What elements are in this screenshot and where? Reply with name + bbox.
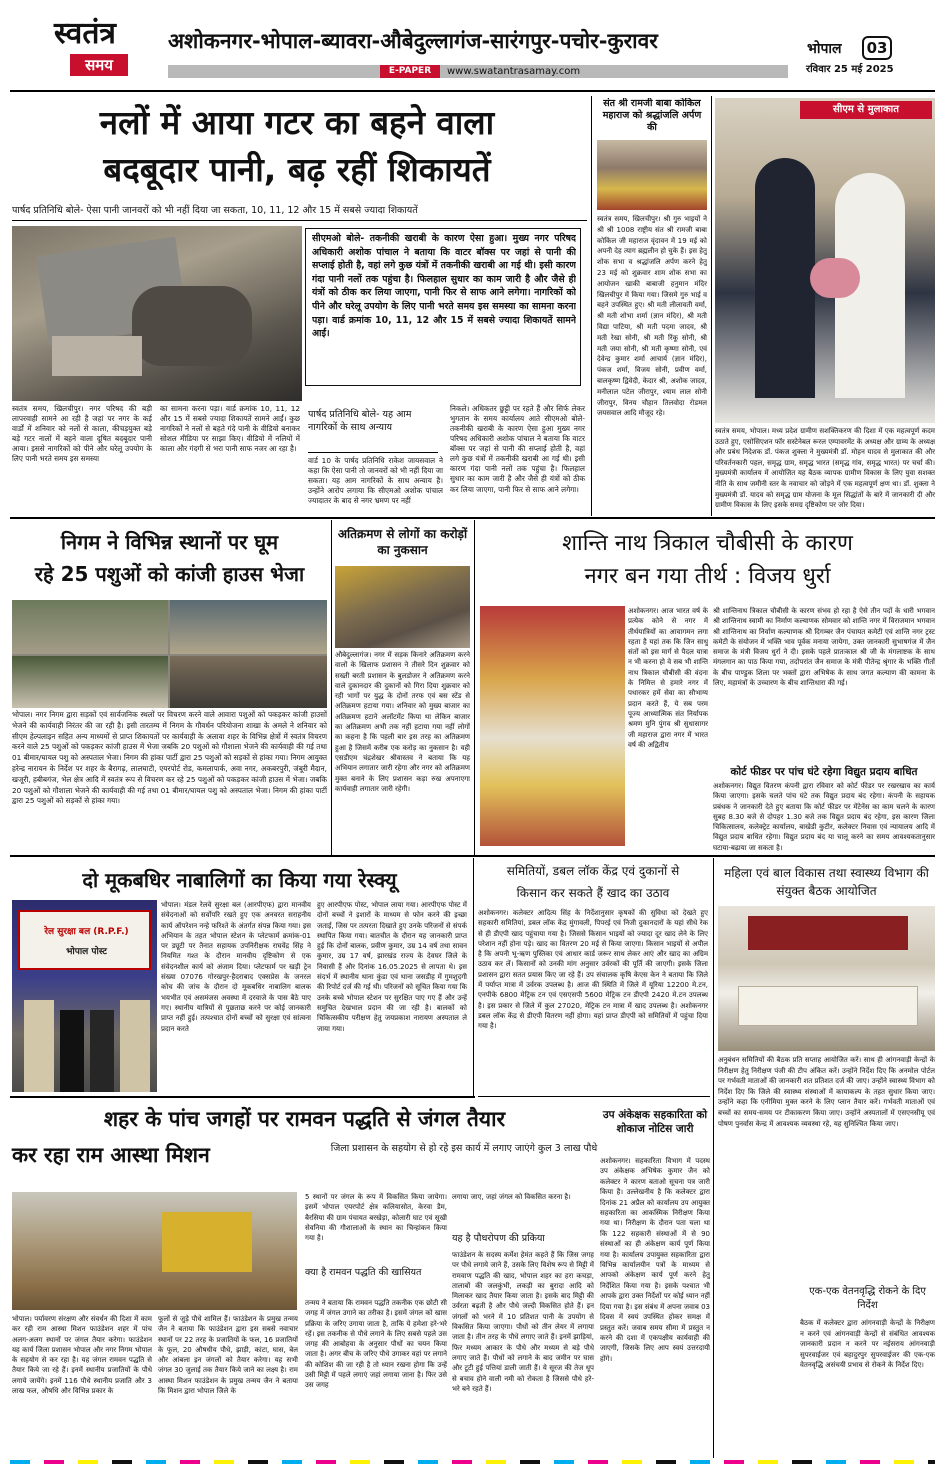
website-link[interactable]: www.swatantrasamay.com [447, 66, 581, 77]
rescue-col2: हुए आरपीएफ पोस्ट, भोपाल लाया गया। आरपीएफ पोस्ट में दोनों बच्चों ने इशारों के माध्यम से फोन करने की इच्छा जताई, जिस पर तत्परता दिखाते हुए उनके परिजनों से संपर्क स्थापित किया गया। बातचीत के दौरान यह जानकारी प्राप्त हुई कि दोनों बालक, प्रवीण कुमार, उम्र 14 वर्ष तथा सावन कुमार, उम्र 17 वर्ष, झारखंड राज्य के देवघर जिले के निवासी हैं और दिनांक 16.05.2025 से लापता थे। इस संदर्भ में स्थानीय थाना कुंडा एवं थाना जसडीह में गुमशुदगी की रिपोर्ट दर्ज की गई थी। परिजनों को सूचित किया गया कि उनके बच्चे भोपाल स्टेशन पर सुरक्षित पाए गए हैं और उन्हें समुचित देखभाल प्रदान की जा रही है। बालकों को चिकित्सकीय परीक्षण हेतु जयप्रकाश नारायण अस्पताल ले जाया गया। [317, 901, 467, 1033]
fert-body: अशोकनगर। कलेक्टर आदित्य सिंह के निर्देशानुसार कृषकों की सुविधा को देखते हुए सहकारी समितियां, डबल लॉक केंद्र मुंगावली, पिपरई एवं निजी दुकानदारों के यहां सीधे रेक से ही डीएपी खाद पहुंचाया गया है। जिससे किसान भाइयों को ज्यादा दूर खाद लेने के लिए परेशान नहीं होना पड़े। खाद का वितरण 20 मई से किया जाएगा। किसान भाइयों से अपील है कि अपनी भू-ऋण पुस्तिका एवं आधार कार्ड जरूर साथ लेकर आएं और खाद का अग्रिम उठाव कर लें। किसानों को उनकी मांग अनुसार उर्वरकों की पूर्ति की जाएगी। इसके जिला प्रशासन द्वारा सतत प्रयास किए जा रहे हैं। उप संचालक कृषि केएस केन ने बताया कि जिले में पर्याप्त मात्रा में उर्वरक उपलब्ध है। आज की स्थिति में जिले में यूरिया 12200 मे.टन, एनपीके 6800 मेट्रिक टन एवं एसएसपी 5600 मेट्रिक टन डीएपी 2420 मे.टन उपलब्ध है। इस प्रकार से जिले में कुल 27020, मेट्रिक टन मात्रा में खाद उपलब्ध है। अशोकनगर डबल लॉक केंद्र से डीएपी वितरण नहीं होगा। यहां प्राप्त डीएपी को समितियों में पहुंचा दिया गया है। [478, 909, 708, 1031]
ramji-body: स्वतंत्र समय, खिलचीपुर। श्री गुरु भाइयों ने श्री श्री 1008 राष्ट्रीय संत श्री रामजी बाबा कोकिल जी महाराज वृंदावन में 19 मई को अपनी देह त्याग ब्रह्मलीन हो चुके हैं। इस हेतु शोक सभा व श्रद्धांजलि अर्पण करने हेतु 23 मई को शुक्रवार शाम शोक सभा का आयोजन खाकी बाबाजी हनुमान मंदिर खिलचीपुर में किया गया। जिसमे गुरु भाई व बहने उपस्थित हुए। श्री मती लीलावती वर्मा, श्री मती शोभा शर्मा (ज्ञान मंदिर), श्री मती विद्या पाटिया, श्री मती पदमा जादव, श्री मती रेखा सोनी, श्री मती रिंकू सोनी, श्री मती जया सोनी, श्री मती कृष्णा सोनी, एवं देवेन्द्र कुमार शर्मा आचार्य (ज्ञान मंदिर), पंकज शर्मा, विजय सोनी, प्रवीण वर्मा, बालकृष्ण द्विवेदी, केदार श्री, अशोक जादव, मनीलाल पटेल जीरापुर, श्याम लाल सोनी जीरापुर, विनय चौहान तिलवोदा रोडमल जयसवाल आदि मौजूद रहे। [597, 215, 707, 418]
ramji-photo [597, 140, 707, 210]
cm-body: स्वतंत्र समय, भोपाल। मध्य प्रदेश ग्रामीण सशक्तिकरण की दिशा में एक महत्वपूर्ण कदम उठाते हुए, एसोसिएशन फॉर सस्टेनेबल रूरल एम्पावरमेंट के अध्यक्ष और ग्राम्य के अध्यक्ष और प्रबंध निदेशक डॉ. पंकज शुक्ला ने मुख्यमंत्री डॉ. मोहन यादव से मुलाकात की और परिवर्तनकारी पहल, समृद्ध ग्राम, समृद्ध भारत (समृद्ध गांव, समृद्ध भारत) पर चर्चा की। मुख्यमंत्री कार्यालय में आयोजित यह बैठक व्यापक ग्रामीण विकास के लिए युवा सशक्त नीति के साथ जमीनी स्तर के नवाचार को जोड़ने में एक महत्वपूर्ण क्षण था। डॉ. शुक्ला ने मुख्यमंत्री डॉ. यादव को समृद्ध ग्राम योजना के मूल सिद्धांतों के बारे में जानकारी दी और ग्रामीण विकास के लिए इसके समग्र दृष्टिकोण पर जोर दिया। [715, 427, 935, 510]
mahila-headline: महिला एवं बाल विकास तथा स्वास्थ्य विभाग की संयुक्त बैठक आयोजित [724, 866, 929, 898]
shanti-col1: अशोकनगर। आज भारत वर्ष के प्रत्येक कोने से नगर में तीर्थयात्रियों का आवागमन लगा रहता है यहां तक कि जिन साधु संतों को इस मार्ग से पैदल यात्रा न भी करना हो वे सब भी शान्ति नाथ त्रिकाल चौबीसी की वंदना के निमित्त से हमारे नगर में पधारकर हमें सेवा का सौभाग्य प्रदान करते हैं, ये सब परम पूज्य आध्यात्मिक संत निर्यापक श्रमण मुनि पुंगव श्री सुधासागर जी महाराज द्वारा नगर में भारत वर्ष की अद्वितीय [628, 607, 708, 749]
encroach-body: औबेदुल्लागंज। नगर में सड़क किनारे अतिक्रमण करने वालों के खिलाफ प्रशासन ने तीसरे दिन शुक्रवार को सख्ती बरती प्रशासन के बुलडोजर ने अतिक्रमण करने वाले दुकानदार की दुकानों को गिरा दिया शुक्रवार को रही भागों पर युद्ध के दोनों तरफ एवं बस स्टेंड से अतिक्रमण हटाया गया। शनिवार को मुख्य बाजार का अतिक्रमण हटाने अलॉटमेंट किया था लेकिन बाजार का अतिक्रमण अभी तक नहीं हटाया गया नहीं लोगों का कहना है कि पहली बार इस तरह का अतिक्रमण हुआ है जिसमें करीब एक करोड़ का नुकसान है। वही एसडीएम चंद्रशेखर श्रीवास्तव ने बताया कि यह अभियान लगातार जारी रहेगा और नगर को अतिक्रमण मुक्त बनाने के लिए प्रशासन कड़ा रुख अपनाएगा कार्यवाही लगातार जारी रहेगी। [335, 651, 470, 793]
shanti-photo [480, 606, 625, 846]
fert-headline-line1: समितियों, डबल लॉक केंद्र एवं दुकानों से [506, 864, 680, 878]
row1-rule [10, 517, 935, 519]
encroach-photo [335, 566, 470, 648]
shanti-headline-line1: शान्ति नाथ त्रिकाल चौबीसी के कारण [562, 531, 853, 556]
forest-col-b-top: 5 स्थानों पर जंगल के रूप में विकसित किया जायेगा। इसमें भोपाल एयरपोर्ट क्षेत्र कलियासोत, केरवा डैम, बैरसिया की ग्राम पंचायत बरखेड़ा, कोलारी घाट एवं सूखी सेवनिया की गौशालाओं के स्थान का चिन्हांकन किया गया है। [305, 1193, 447, 1243]
fert-headline-line2: किसान कर सकते हैं खाद का उठाव [516, 886, 670, 900]
power-headline: कोर्ट फीडर पर पांच घंटे रहेगा विद्युत प्रदाय बाधित [730, 766, 918, 778]
epaper-label: E-PAPER [380, 65, 440, 78]
edition-label: भोपाल [807, 41, 842, 57]
lead-col2: का सामना करना पड़ा। वार्ड क्रमांक 10, 11, 12 और 15 में सबसे ज्यादा शिकायतें सामने आईं। कुछ नागरिकों ने नलों से बहते गंदे पानी के वीडियो बनाकर सोशल मीडिया पर साझा किए। वीडियो में नलियों में काला और गंदगी से भरा पानी साफ नजर आ रहा है। [160, 404, 300, 454]
lead-quote: पार्षद प्रतिनिधि बोले- यह आम नागरिकों के साथ अन्याय [308, 409, 412, 433]
logo-bottom: समय [70, 54, 128, 76]
lead-box-text: सीएमओ बोले- तकनीकी खराबी के कारण ऐसा हुआ। मुख्य नगर परिषद अधिकारी अशोक पांचाल ने बताया कि वाटर बॉक्स पर जहां से पानी की सप्लाई होती है, वहां लगे कुछ यंत्रों में तकनीकी खराबी आ गई थी। इसी कारण गंदा पानी नलों तक पहुंचा है। फिलहाल सुधार का काम जारी है और जैसे ही यंत्रों को ठीक कर लिया जाएगा, पानी फिर से साफ आने लगेगा। नागरिकों को पीने और घरेलू उपयोग के लिए पानी भरते समय इस समस्या का सामना करना पड़ा। वार्ड क्रमांक 10, 11, 12 और 15 में सबसे ज्यादा शिकायतें सामने आईं। [312, 233, 576, 340]
masthead-date: रविवार 25 मई 2025 [806, 64, 894, 75]
row2-rule [10, 855, 935, 857]
col-divider-4 [474, 520, 475, 855]
col-divider-3 [331, 520, 332, 855]
nigam-headline-line1: निगम ने विभिन्न स्थानों पर घूम [60, 530, 279, 554]
forest-sub1: क्या है रामवन पद्धति की खासियत [305, 1267, 422, 1278]
page-number: 03 [862, 36, 892, 60]
lead-headline-line1: नलों में आया गटर का बहने वाला [99, 103, 495, 142]
rpf-sign [18, 910, 151, 970]
lead-col4: निकले। अधिकतर छुट्टी पर रहते हैं और सिर्फ लेकर भुगतान के समय कार्यालय आते सीएमओ बोले- तकनीकी खराबी के कारण ऐसा हुआ मुख्य नगर परिषद अधिकारी अशोक पांचाल ने बताया कि वाटर बॉक्स पर जहां से पानी की सप्लाई होती है, वहां लगे कुछ यंत्रों में तकनीकी खराबी आ गई थी। इसी कारण गंदा पानी नलों तक पहुंचा है। फिलहाल सुधार का काम जारी है और जैसे ही यंत्रों को ठीक कर लिया जाएगा, पानी फिर से साफ आने लगेगा। [450, 404, 585, 494]
power-body: अशोकनगर। विद्युत वितरण कंपनी द्वारा रविवार को कोर्ट फीडर पर रखरखाव का कार्य किया जाएगा। इसके चलते पांच घंटे तक विद्युत प्रदाय बंद रहेगा। कंपनी के सहायक प्रबंधक ने जानकारी देते हुए बताया कि कोर्ट फीडर पर मेंटेनेंस का काम चलने के कारण सुबह 8.30 बजे से दोपहर 1.30 बजे तक विद्युत प्रदाय बंद रहेगा, इस कारण जिला चिकित्सालय, कलेक्ट्रेट कार्यालय, बाखेडी कुटीर, कलेक्टर निवास एवं न्यायालय आदि में विद्युत प्रदाय बाधित रहेगा। विद्युत प्रदाय बंद या चालू करने का समय आवश्यकतानुसार घटाया-बढ़ाया जा सकता है। [713, 782, 935, 851]
lead-subhead-rule [12, 220, 587, 221]
forest-headline-line2: कर रहा राम आस्था मिशन [12, 1143, 210, 1167]
col-divider-1 [591, 96, 592, 516]
forest-headline-line1: शहर के पांच जगहों पर रामवन पद्धति से जंगल तैयार [103, 1107, 506, 1131]
nigam-headline-line2: रहे 25 पशुओं को कांजी हाउस भेजा [34, 562, 305, 586]
notice-rule [478, 1096, 710, 1097]
masthead [0, 0, 945, 90]
rescue-col1: भोपाल। मंडल रेलवे सुरक्षा बल (आरपीएफ) द्वारा मानवीय संवेदनाओं को सर्वोपरि रखते हुए एक अनवरत सराहनीय कार्य ऑपरेशन नन्हे फरिश्ते के अंतर्गत संपन्न किया गया। इस अभियान के तहत भोपाल स्टेशन के प्लेटफार्म क्रमांक-01 पर ड्यूटी पर तैनात सहायक उपनिरीक्षक राघवेंद्र सिंह ने नियमित गश्त के दौरान मानवीय दृष्टिकोण से एक संवेदनशील कार्य को अंजाम दिया। प्लेटफार्म पर खड़ी ट्रेन संख्या 07076 गोरखपुर-हैदराबाद एक्सप्रेस के जनरल कोच की जांच के दौरान दो मूकबधिर नाबालिग बालक भयभीत एवं असमंजस अवस्था में दरवाजे के पास बैठे पाए गए। स्थानीय यात्रियों से पूछताछ करने पर कोई जानकारी प्राप्त नहीं हुई। तत्पश्चात दोनों बच्चों को सुरक्षा एवं सांत्वना प्रदान करते [161, 901, 311, 1033]
mahila-photo [718, 906, 935, 1051]
forest-col-a: फूलों से जुड़े पौधे शामिल हैं। फाउंडेशन के प्रमुख तन्मय जैन ने बताया कि फाउंडेशन द्वारा इस सबसे नवाचार स्थानों पर 22 तरह के प्रजातियों के फल, 16 प्रजातियों के फूल, 20 औषधीय पौधे, झाड़ी, कांटा, घास, बेल और आंबला इन जंगलों को तैयार करेगा। यह सभी जंगल 30 जुलाई तक तैयार किये जाने का लक्ष्य है। राम आस्था मिशन फाउंडेशन के प्रमुख तन्मय जैन ने बताया कि मिशन द्वारा भोपाल जिले के [158, 1315, 298, 1396]
lead-subhead: पार्षद प्रतिनिधि बोले- ऐसा पानी जानवरों को भी नहीं दिया जा सकता, 10, 11, 12 और 15 में सबसे ज्यादा शिकायतें [12, 205, 418, 216]
lead-photo [12, 226, 302, 401]
rescue-headline: दो मूकबधिर नाबालिगों का किया गया रेस्क्यू [82, 868, 397, 892]
forest-kicker: जिला प्रशासन के सहयोग से हो रहे इस कार्य में लगाए जाएंगे कुल 3 लाख पौधे [330, 1143, 598, 1154]
forest-col-photo: भोपाल। पर्यावरण संरक्षण और संवर्धन की दिशा में काम कर रही राम आस्था मिशन फाउंडेशन शहर में पांच अलग-अलग स्थानों पर जंगल तैयार करेगा। फाउंडेशन यह कार्य जिला प्रशासन भोपाल और नगर निगम भोपाल के सहयोग से कर रहा है। यह जंगल रामवन पद्धति से तैयार किये जा रहे हैं। इनमें स्थानीय प्रजातियों के पौधे लगाये जायेंगे। इनमें 116 पौधे स्थानीय प्रजाति और 3 लाख फल, औषधि और विभिन्न प्रकार के [12, 1315, 152, 1396]
shanti-headline-line2: नगर बन गया तीर्थ : विजय धुर्रा [584, 564, 831, 589]
ramji-headline: संत श्री रामजी बाबा कोकिल महाराज को श्रद्धांजलि अर्पण की [602, 98, 702, 133]
forest-sub2: यह है पौधरोपण की प्रकिया [452, 1233, 545, 1244]
forest-photo [12, 1192, 297, 1310]
rpf-sign-top: रेल सुरक्षा बल (R.P.F.) [44, 927, 129, 937]
lead-quote-rule [308, 452, 438, 453]
mahila-col3: बैठक में कलेक्टर द्वारा आंगनवाड़ी केन्द्रों के निरीक्षण न करने एवं आंगनवाड़ी केन्द्रों से संबंधित आवश्यक जानकारी प्रदान न करने पर नईसराय आंगनवाड़ी सुपरवाईजर एवं बहादुरपुर सुपरवाईजर की एक-एक वेतनवृद्धि असंचयी प्रभाव से रोकने के निर्देश दिए। [800, 1319, 935, 1370]
forest-col-c-top: लगाया जाए, जहां जंगल को विकसित करना है। [452, 1193, 571, 1201]
mahila-col2: अनुबंधन समितियों की बैठक प्रति सप्ताह आयोजित करें। साथ ही आंगनवाड़ी केन्द्रों के निरीक्षण हेतु निरीक्षण पंजी की टीप अंकित करें। उन्होंने निर्देश दिए कि अनमोल पोर्टल पर गर्भवती माताओं की जानकारी शत प्रतिशत दर्ज की जाए। उन्होंने स्वास्थ्य विभाग को निर्देश दिए कि जिले की स्वास्थ्य संस्थाओं में कायाकल्प के तहत सुधार किया जाए। उन्होंने कहा कि एनीमिया मुक्त करने के लिए प्लान तैयार करें। गर्भवती माताओं एवं बच्चों का समय-समय पर टीकाकरण किया जाए। उन्होंने अस्पतालों में एसएनसीयू एवं पोषण पुनर्वास केन्द्र में आवश्यक व्यवस्था रहे, यह सुनिश्चित किया जाए। [718, 1056, 935, 1128]
col-divider-6 [713, 858, 714, 1458]
rpf-sign-bottom: भोपाल पोस्ट [66, 947, 107, 957]
print-color-bar [10, 1460, 935, 1464]
mahila-sub: एक-एक वेतनवृद्धि रोकने के दिए निर्देश [809, 1286, 926, 1311]
lead-box [305, 228, 581, 386]
forest-col-b-bot: तन्मय ने बताया कि रामवन पद्धति तकनीक एक छोटी सी जगह में जंगल उगाने का तरीका है। इसमें जंगल को खास प्रक्रिया के जरिए उगाया जाता है, ताकि ये हमेशा हरे-भरे रहें। इस तकनीक से पौधे लगाने के लिए सबसे पहले उस जगह की आबोहवा के अनुसार पौधों का चयन किया जाता है। अगर बीच के जरिए पौधे उगाकर वहां पर लगाने की कोशिश की जा रही है तो ध्यान रखना होगा कि उन्हें उसी मिट्टी में पहले लगाएं जहां लगाया जाना है। फिर उसे उस जगह [305, 1299, 447, 1390]
shanti-col2: श्री शान्तिनाथ त्रिकाल चौबीसी के कारण संभव हो रहा है ऐसे तीन पदों के धारी भगवान श्री शान्तिनाथ स्वामी का निर्माण कल्याणक सोमवार को शान्ति नगर में विराजमान भगवान श्री शान्तिनाथ का निर्वाण कल्याणक श्री दिगम्बर जैन पंचायत कमेटी एवं शान्ति नगर ट्रस्ट कमेटी के संयोजन में भक्ति भाव पूर्वक मनाया जायेगा, उक्त जानकारी सुभाषगंज में जैन समाज के मंत्री विजय धुर्रा ने दी। इसके पहले प्रातःकाल श्री जी के मंगलाष्टक के साथ मंगलगान का पाठ किया गया, तदोपरांत जैन समाज के मंत्री पीतेन्द्र श्रृंगार के भक्ति गीतों के बीच पाण्डुक शिला पर भक्तों द्वारा अभिषेक के साथ जगत कल्याण की कामना के लिए, महामंत्रों के उच्चारण के बीच शान्तिधारा की गई। [713, 607, 935, 688]
rescue-photo [12, 900, 157, 1092]
notice-headline: उप अंकेक्षक सहकारिता को शोकाज नोटिस जारी [602, 1109, 708, 1135]
cm-photo [715, 98, 935, 423]
col-divider-2 [711, 96, 712, 516]
nigam-body: भोपाल। नगर निगम द्वारा सड़कों एवं सार्वजनिक स्थलों पर विचरण करने वाले आवारा पशुओं को पकड़कर कांजी हाउसों भेजने की कार्यवाही निरंतर की जा रही है। इसी तारतम्य में निगम के गौवर्धन परियोजना शाखा के अमले ने शनिवार को सीएम हेल्पलाइन सहित अन्य माध्यमों से प्राप्त शिकायतों पर कार्यवाही के अलावा शहर के विभिन्न क्षेत्रों में स्वतंत्र विचरण करने वाले 25 पशुओं को पकड़कर कांजी हाउस में भेजा जबकि 20 पशुओं को गौशाला भेजने की कार्यवाही की गई तथा 01 बीमार/घायल पशु को अस्पताल भेजा। निगम की हांका पार्टी द्वारा 25 पशुओं को सड़कों से हांका गया। निगम आयुक्त हरेन्द्र नारायन के निर्देश पर शहर के बैरागढ़, लालघाटी, एयरपोर्ट रोड, कमलापार्क, अवा नगर, अकबरपुरी, जंबूरी मैदान, खजूरी, हबीबगंज, भेल क्षेत्र आदि में स्वतंत्र रूप से विचरण कर रहे 25 पशुओं को पकड़कर कांजी हाउस में भेजा। जबकि 20 पशुओं को गौशाला भेजने की कार्यवाही की गई तथा 01 बीमार/घायल पशु को अस्पताल भेजा। निगम की हांका पार्टी द्वारा 25 पशुओं को सड़कों से हांका गया। [12, 710, 327, 806]
notice-body: अशोकनगर। सहकारिता विभाग में पदस्थ उप अंकेक्षक अभिषेक कुमार जैन को कलेक्टर ने कारण बताओ सूचना पत्र जारी किया है। उल्लेखनीय है कि कलेक्टर द्वारा दिनांक 21 अप्रैल को कार्यालय उप आयुक्त सहकारिता का आकस्मिक निरीक्षण किया गया था। निरीक्षण के दौरान पता चला था कि 122 सहकारी संस्थाओं में से 90 संस्थाओं का ही अंकेक्षण कार्य पूर्ण किया गया है। कार्यालय उपायुक्त सहकारिता द्वारा विभिन्न कार्यालयीन पत्रों के माध्यम से आपको अंकेक्षण कार्य पूर्ण करने हेतु निर्देशित किया गया है। इसके पश्चात भी आपके द्वारा उक्त निर्देशों पर कोई ध्यान नहीं दिया गया है। इस संबंध में अपना जवाब 03 दिवस में स्वयं उपस्थित होकर समक्ष में प्रस्तुत करें। जवाब समय सीमा में प्रस्तुत न करने की दशा में एकपक्षीय कार्यवाही की जाएगी, जिसके लिए आप स्वयं उत्तरदायी होंगे। [600, 1157, 710, 1363]
lead-col3: वार्ड 10 के पार्षद प्रतिनिधि राकेश जायसवाल ने कहा कि ऐसा पानी तो जानवरों को भी नहीं दिया जा सकता। यह आम नागरिकों के साथ अन्याय है। उन्होंने आरोप लगाया कि सीएमओ अशोक पांचाल ज्यादातर के बाद से नगर भ्रमण पर नहीं [308, 456, 443, 506]
logo-top: स्वतंत्र [53, 16, 116, 51]
nigam-photo [12, 600, 327, 708]
lead-headline-line2: बदबूदार पानी, बढ़ रहीं शिकायतें [103, 150, 491, 189]
encroach-headline: अतिक्रमण से लोगों का करोड़ों का नुकसान [337, 527, 468, 557]
masthead-cities: अशोकनगर-भोपाल-ब्यावरा-औबेदुल्लागंज-सारंगपुर-पचोर-कुरावर [168, 29, 658, 53]
row3-rule [10, 1096, 475, 1098]
lead-col1: स्वतंत्र समय, खिलचीपुर। नगर परिषद की बड़ी लापरवाही सामने आ रही है जहां पर नगर के कई वार्डों में शनिवार को नलों से काला, कीचड़युक्त बड़े बड़े गटर नालों में बहने वाला दूषित बदबूदार पानी आया। इससे नागरिकों को पीने और घरेलू उपयोग के लिए पानी भरते समय इस समस्या [12, 404, 152, 464]
logo [30, 18, 140, 80]
forest-col-c-bot: फाउंडेशन के सदस्य कर्मेश हेमंत कहते हैं कि जिस जगह पर पौधे लगाये जाने हैं, उसके लिए विशेष रूप से मिट्टी में रामवाण पद्धति की खाद, भोपाल शहर का हरा कचड़ा, तालाबों की जलकुंभी, लकड़ी का बुरादा आदि को मिलाकर खाद तैयार किया जाता है। इसके बाद मिट्टी की उर्वरता बढ़ती है और पौधे जल्दी विकसित होते हैं। इन जंगलों को भरने में 10 प्रतिशत पानी के उपयोग से विकसित किया जाएगा। पौधों को तीन लेयर में लगाया जाता है। तीन तरह के पौधे लगाए जाते हैं। इनमें झाड़ियां, फिर मध्यम आकार के पौधे और मध्यम से बड़े पौधे लगाए जाते हैं। पौधों को लगाने के बाद जमीन पर घास और टूटी हुई पत्तियां डाली जाती हैं। ये सूरज की तेज धूप से बचाव होने वाली नमी को रोकता है जिससे पौधे हरे-भरे बने रहते हैं। [452, 1251, 594, 1393]
masthead-rule [10, 90, 935, 92]
cm-tag: सीएम से मुलाकात [800, 101, 932, 119]
col-divider-5 [473, 858, 474, 1098]
